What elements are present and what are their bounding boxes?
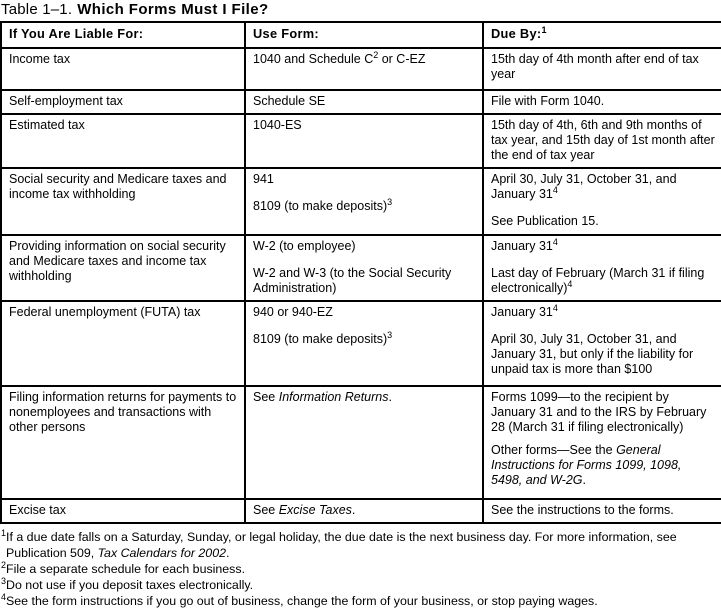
forms-table (0, 21, 721, 524)
table-number: Table 1–1. (1, 1, 73, 18)
cell-text: Schedule SE (253, 94, 326, 108)
form-cell (245, 114, 483, 168)
footnote-reference: 4 (552, 237, 558, 247)
liable-cell (1, 48, 245, 90)
liable-cell (1, 90, 245, 114)
cell-text: 1040-ES (253, 118, 302, 132)
table-row (1, 90, 721, 114)
due-cell (483, 386, 721, 499)
form-cell (245, 90, 483, 114)
cell-text: 941 (253, 172, 274, 186)
due-cell (483, 114, 721, 168)
due-cell (483, 301, 721, 386)
form-cell (245, 301, 483, 386)
due-cell (483, 168, 721, 235)
form-cell (245, 48, 483, 90)
cell-text: January $31^4$ (491, 303, 558, 319)
cell-text: Self-employment tax (9, 94, 123, 108)
due-cell (483, 235, 721, 301)
cell-text: April 30, July 31, October 31, and January 31, but only if the liability for unpaid tax is more than $100 (491, 332, 694, 376)
table-row (1, 386, 721, 499)
footnote-marker: 4 (1, 592, 7, 602)
footnote-marker: 3 (1, 576, 7, 586)
header-row (1, 22, 721, 48)
form-cell (245, 168, 483, 235)
cell-text: Last day of February (March 31 if filing electronically)$^4$ (491, 266, 705, 295)
cell-text: January $31^4$ (491, 237, 558, 253)
column-header-1: If You Are Liable For: (1, 22, 245, 48)
footnote-reference: 4 (552, 303, 558, 313)
table-row (1, 114, 721, 168)
liable-cell (1, 235, 245, 301)
footnote-reference: 1 (541, 25, 547, 35)
cell-text: Excise tax (9, 503, 66, 517)
table-row (1, 301, 721, 386)
footnote-marker: 1 (1, 528, 7, 538)
table-row (1, 168, 721, 235)
footnote-reference: 4 (552, 185, 558, 195)
cell-text: See Excise Taxes. (253, 503, 356, 517)
liable-cell (1, 168, 245, 235)
due-cell (483, 48, 721, 90)
cell-text: Other forms—See the General Instructions for Forms 1099, 1098, 5498, and W-2G. (491, 443, 682, 487)
footnote-reference: 4 (567, 279, 573, 289)
footnote: $^2$File a separate schedule for each business. (1, 560, 246, 576)
table-row (1, 499, 721, 523)
footnote: $^4$See the form instructions if you go out of business, change the form of your business, or stop paying wages. (1, 592, 598, 608)
footnote-reference: 3 (387, 197, 393, 207)
footnotes (0, 524, 721, 609)
liable-cell (1, 499, 245, 523)
cell-text: Filing information returns for payments to nonemployees and transactions with other persons (9, 390, 237, 434)
cell-text: W-2 and W-3 (to the Social Security Administration) (253, 266, 452, 295)
footnote-reference: 2 (373, 50, 379, 60)
cell-text: 940 or 940-EZ (253, 305, 333, 319)
cell-text: Federal unemployment (FUTA) tax (9, 305, 201, 319)
cell-text: 15th day of 4th, 6th and 9th months of tax year, and 15th day of 1st month after the end of tax year (491, 118, 715, 162)
cell-text: See Information Returns. (253, 390, 392, 404)
cell-text: See the instructions to the forms. (491, 503, 674, 517)
column-header-3: Due By:$^1$ (483, 22, 721, 48)
cell-text: Social security and Medicare taxes and income tax withholding (9, 172, 227, 201)
italic-text: Tax Calendars for 2002 (97, 546, 226, 560)
cell-text: 1040 and Schedule $C^2$ or C-EZ (253, 50, 426, 66)
table-row (1, 235, 721, 301)
form-cell (245, 499, 483, 523)
footnote: $^3$Do not use if you deposit taxes electronically. (1, 576, 254, 592)
footnote-reference: 3 (387, 330, 393, 340)
cell-text: 8109 (to make deposits)$^3$ (253, 330, 393, 346)
cell-text: Forms 1099—to the recipient by January 31 and to the IRS by February 28 (March 31 if filing electronically) (491, 390, 707, 434)
italic-text: Information Returns (278, 390, 389, 404)
due-cell (483, 90, 721, 114)
liable-cell (1, 301, 245, 386)
form-cell (245, 235, 483, 301)
table-row (1, 48, 721, 90)
cell-text: 15th day of 4th month after end of tax year (491, 52, 699, 81)
italic-text: Excise Taxes (278, 503, 352, 517)
cell-text: See Publication 15. (491, 214, 599, 228)
cell-text: Income tax (9, 52, 71, 66)
footnote: $^1$If a due date falls on a Saturday, Sunday, or legal holiday, the due date is the next business day. For more information, see Publication 509, Tax Calendars for 2002. (1, 528, 677, 560)
footnote-marker: 2 (1, 560, 7, 570)
due-cell (483, 499, 721, 523)
cell-text: April 30, July 31, October 31, and January $31^4$ (491, 172, 677, 201)
cell-text: Providing information on social security and Medicare taxes and income tax withholding (9, 239, 226, 283)
cell-text: File with Form 1040. (491, 94, 605, 108)
table-title-text: Which Forms Must I File? (77, 1, 269, 18)
cell-text: Estimated tax (9, 118, 85, 132)
italic-text: General Instructions for Forms 1099, 1098, 5498, and W-2G (491, 443, 682, 487)
cell-text: 8109 (to make deposits)$^3$ (253, 197, 393, 213)
table-title (0, 0, 721, 21)
liable-cell (1, 114, 245, 168)
liable-cell (1, 386, 245, 499)
column-header-2: Use Form: (245, 22, 483, 48)
cell-text: W-2 (to employee) (253, 239, 356, 253)
form-cell (245, 386, 483, 499)
